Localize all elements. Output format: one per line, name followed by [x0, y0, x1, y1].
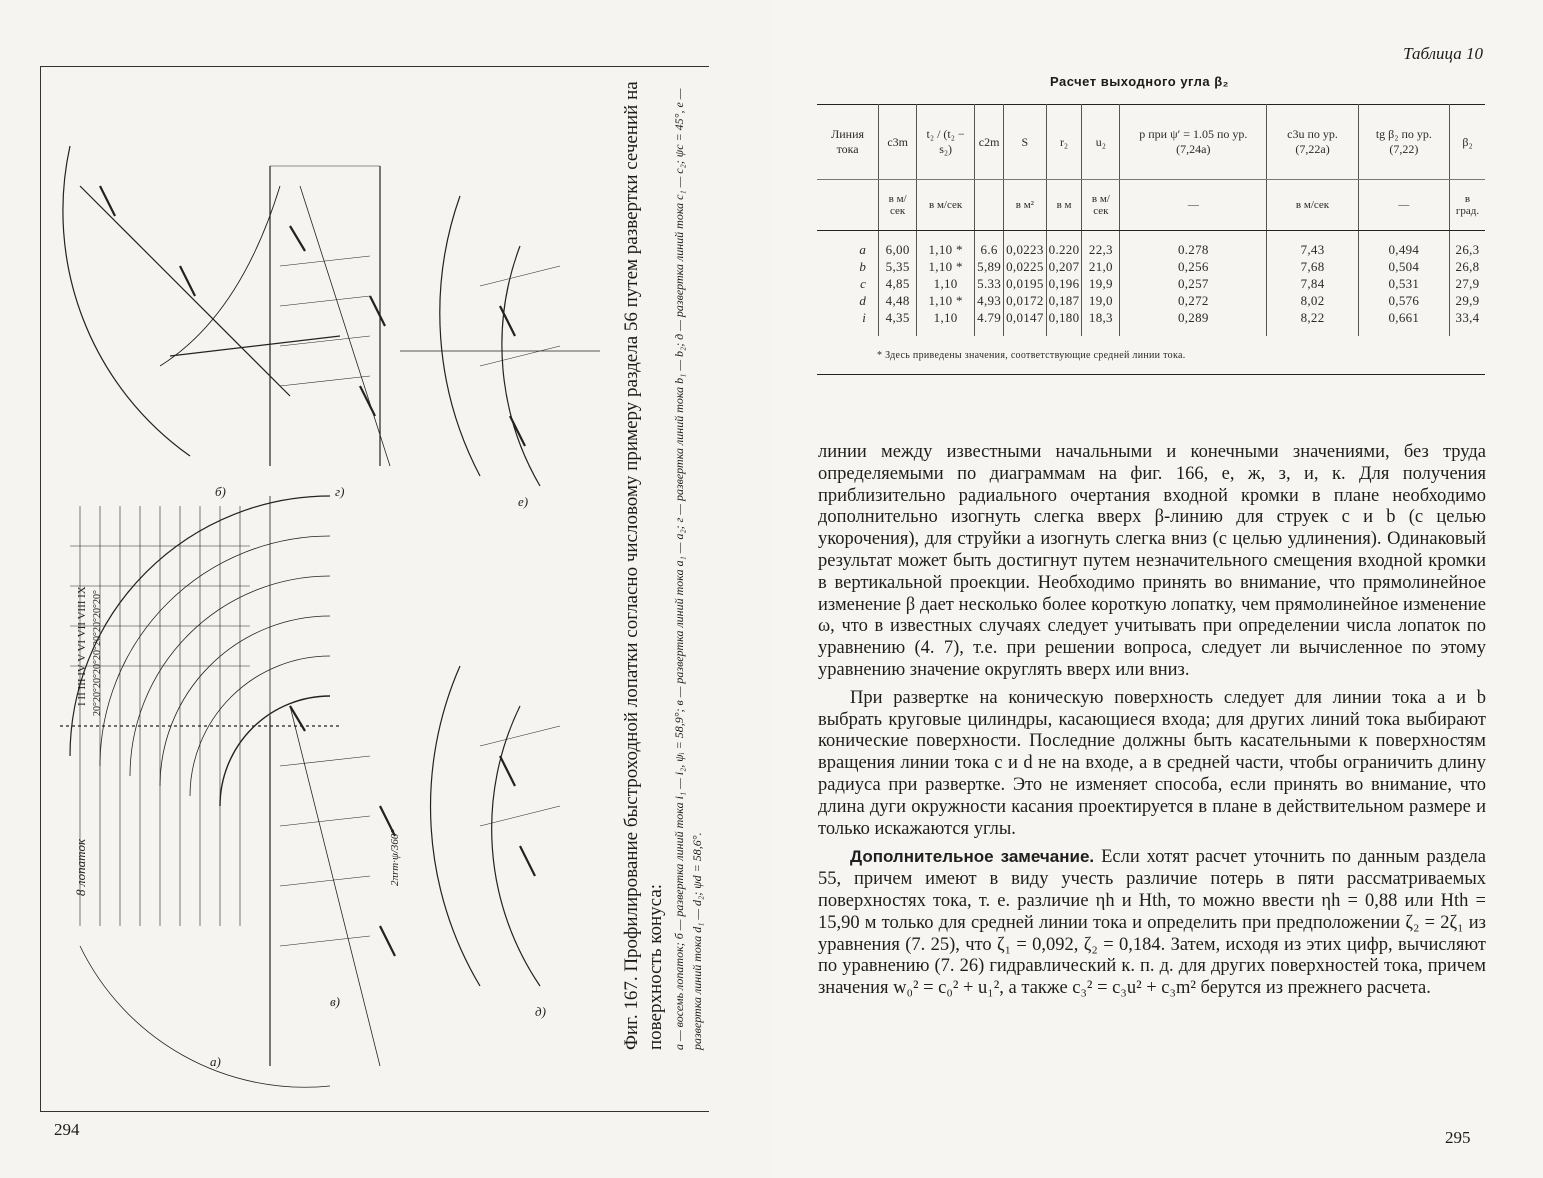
table-cell: 0,180	[1046, 309, 1082, 326]
paragraph-1: линии между известными начальными и конечными значениями, без труда определяемыми по диаграммам на фиг. 166, е, ж, з, и, к. Для получения приблизительно радиального очертания входной кромки в плане необходимо дополнительно изогнуть слегка вверх β-линию для струек c и b (с целью укорочения), для струйки a изогнуть слегка вниз (с целью удлинения). Одинаковый результат может быть достигнут путем незначительного смещения входной кромки в вертикальной проекции. Необходимо принять во внимание, что прямолинейное изменение β дает несколько более короткую лопатку, чем прямолинейное изменение ω, что в известных случаях следует учитывать при определении числа лопаток по уравнению (4. 7), т.е. при решении вопроса, следует ли вычисленное по этому уравнению значение округлять вверх или вниз.	[818, 442, 1486, 680]
table-cell: 27,9	[1449, 275, 1485, 292]
table-header-row	[817, 105, 1485, 180]
calculation-table	[817, 104, 1485, 375]
table-row	[817, 241, 1485, 258]
table-cell: 21,0	[1082, 258, 1120, 275]
table-cell: 19,0	[1082, 292, 1120, 309]
table-cell: 0.220	[1046, 241, 1082, 258]
table-cell: 26,3	[1449, 241, 1485, 258]
eight-blades-label: 8 лопаток	[73, 838, 88, 896]
panel-a-label: а)	[210, 1054, 221, 1069]
table-cell: 7,43	[1267, 241, 1358, 258]
col-header: c3m	[879, 105, 917, 180]
panel-d-label: д)	[535, 1004, 546, 1019]
table-cell: 0,661	[1358, 309, 1449, 326]
table-cell: 4,93	[975, 292, 1004, 309]
unit-cell	[817, 180, 879, 231]
table-row	[817, 275, 1485, 292]
table-cell: 0,272	[1120, 292, 1267, 309]
stream-line-cell: c	[860, 275, 867, 291]
unit-cell: —	[1358, 180, 1449, 231]
table-cell: 0,0147	[1004, 309, 1047, 326]
paragraph-2: При развертке на коническую поверхность следует для линии тока a и b выбрать круговые цилиндры, касающиеся входа; для других линий тока выбирают конические поверхности. Последние должны быть касательными к поверхностям вращения линии тока c и d не на входе, а в средней части, чтобы ограничить длину радиуса при развертке. Это не изменяет способа, если принять во внимание, что длина дуги окружности касания проектируется в плане в действительном размере и только искажаются углы.	[818, 687, 1486, 839]
table-cell: 7,68	[1267, 258, 1358, 275]
table-cell: 5.33	[975, 275, 1004, 292]
table-label: Таблица 10	[1403, 44, 1483, 63]
stream-line-cell: i	[862, 309, 867, 325]
page-number-left: 294	[54, 1120, 80, 1139]
table-footnote-row	[817, 336, 1485, 375]
col-header: c3u по ур. (7,22а)	[1267, 105, 1358, 180]
col-header: β₂	[1449, 105, 1485, 180]
stream-line-cell: d	[859, 292, 867, 308]
col-header: t₂ / (t₂ − s₂)	[917, 105, 975, 180]
table-cell: 1,10 *	[917, 241, 975, 258]
arc-formula-label: 2πrm·ψ/360°	[389, 829, 401, 886]
table-cell: 1,10 *	[917, 292, 975, 309]
table-cell: 4,48	[879, 292, 917, 309]
paragraph-3-text: Если хотят расчет уточнить по данным раздела 55, причем имеют в виду учесть различие потерь в пяти рассматриваемых поверхностях тока, т. е. различие ηh и Hth, то можно ввести ηh = 0,88 или Hth = 15,90 м только для средней линии тока и определить при предположении ζ₂ = 2ζ₁ из уравнения (7. 25), что ζ₁ = 0,092, ζ₂ = 0,184. Затем, исходя из этих цифр, вычисляют по уравнению (7. 26) гидравлический к. п. д. для других поверхностей тока, причем значения w₀² = c₀² + u₁², а также c₃² = c₃u² + c₃m² берутся из прежнего расчета.	[818, 847, 1486, 999]
col-header: r₂	[1046, 105, 1082, 180]
degree-scale-label: 20°20°20°20°20°20°20°20°20°	[92, 590, 103, 716]
table-cell: 0,207	[1046, 258, 1082, 275]
body-text	[818, 442, 1486, 1000]
table-cell: 18,3	[1082, 309, 1120, 326]
table-cell: 6,00	[879, 241, 917, 258]
table-cell: 5,89	[975, 258, 1004, 275]
table-cell: 0,531	[1358, 275, 1449, 292]
table-cell: 22,3	[1082, 241, 1120, 258]
col-header: u₂	[1082, 105, 1120, 180]
stream-line-cell: b	[859, 258, 867, 274]
unit-cell: в м	[1046, 180, 1082, 231]
table-cell: 29,9	[1449, 292, 1485, 309]
figure-title: Фиг. 167. Профилирование быстроходной лопатки согласно числовому примеру раздела 56 путем развертки сечений на поверхность конуса:	[621, 81, 666, 1050]
paragraph-3	[818, 846, 1486, 1000]
panel-g-label: г)	[335, 484, 345, 499]
table-cell: 8,02	[1267, 292, 1358, 309]
unit-cell: в м/сек	[1267, 180, 1358, 231]
table-cell: 33,4	[1449, 309, 1485, 326]
unit-cell: в м²	[1004, 180, 1047, 231]
table-units-row	[817, 180, 1485, 231]
table-cell: 4,85	[879, 275, 917, 292]
roman-scale-label: I II III IV V VI VII VIII IX	[76, 586, 88, 706]
table-cell: 0,289	[1120, 309, 1267, 326]
table-cell: 8,22	[1267, 309, 1358, 326]
table-cell: 0,0172	[1004, 292, 1047, 309]
table-cell: 19,9	[1082, 275, 1120, 292]
table-cell: 6.6	[975, 241, 1004, 258]
table-body	[817, 241, 1485, 326]
unit-cell: в град.	[1449, 180, 1485, 231]
table-cell: 0,576	[1358, 292, 1449, 309]
figure-167-drawing	[40, 66, 640, 1106]
stream-line-cell: a	[859, 241, 867, 257]
table-cell: 0,187	[1046, 292, 1082, 309]
table-cell: 0,504	[1358, 258, 1449, 275]
col-header: c2m	[975, 105, 1004, 180]
table-cell: 1,10	[917, 275, 975, 292]
figure-caption	[620, 50, 706, 1050]
figure-subcaption: а — восемь лопаток; б — развертка линий тока i₁ — i₂, ψᵢ = 58,9°; в — развертка линий тока a₁ — a₂; г — развертка линий тока b₁ — b₂; д — развертка линий тока c₁ — c₂; ψc = 45°, е — развертка линий тока d₁ — d₂; ψd = 58,6°.	[672, 88, 704, 1050]
table-cell: 0,196	[1046, 275, 1082, 292]
panel-e-label: е)	[518, 494, 529, 509]
unit-cell: в м/сек	[917, 180, 975, 231]
paragraph-3-lead: Дополнительное замечание.	[850, 847, 1095, 867]
table-cell: 1,10 *	[917, 258, 975, 275]
table-cell: 4,35	[879, 309, 917, 326]
table-cell: 0,494	[1358, 241, 1449, 258]
table-cell: 0,0195	[1004, 275, 1047, 292]
table-cell: 0,257	[1120, 275, 1267, 292]
col-header: Линия тока	[817, 105, 879, 180]
table-row	[817, 309, 1485, 326]
col-header: p при ψ′ = 1.05 по ур. (7,24а)	[1120, 105, 1267, 180]
col-header: S	[1004, 105, 1047, 180]
table-cell: 0,0223	[1004, 241, 1047, 258]
table-cell: 1,10	[917, 309, 975, 326]
table-cell: 0.278	[1120, 241, 1267, 258]
table-cell: 0,256	[1120, 258, 1267, 275]
table-row	[817, 292, 1485, 309]
table-cell: 26,8	[1449, 258, 1485, 275]
panel-b-label: б)	[215, 484, 226, 499]
unit-cell: —	[1120, 180, 1267, 231]
table-cell: 5,35	[879, 258, 917, 275]
unit-cell: в м/сек	[1082, 180, 1120, 231]
table-footnote: * Здесь приведены значения, соответствующие средней линии тока.	[877, 349, 1186, 361]
table-cell: 4.79	[975, 309, 1004, 326]
table-title: Расчет выходного угла β₂	[1050, 74, 1229, 89]
unit-cell: в м/сек	[879, 180, 917, 231]
table-cell: 0,0225	[1004, 258, 1047, 275]
panel-v-label: в)	[330, 994, 340, 1009]
table-row	[817, 258, 1485, 275]
col-header: tg β₂ по ур. (7,22)	[1358, 105, 1449, 180]
page-number-right: 295	[1445, 1128, 1471, 1147]
table-cell: 7,84	[1267, 275, 1358, 292]
unit-cell	[975, 180, 1004, 231]
